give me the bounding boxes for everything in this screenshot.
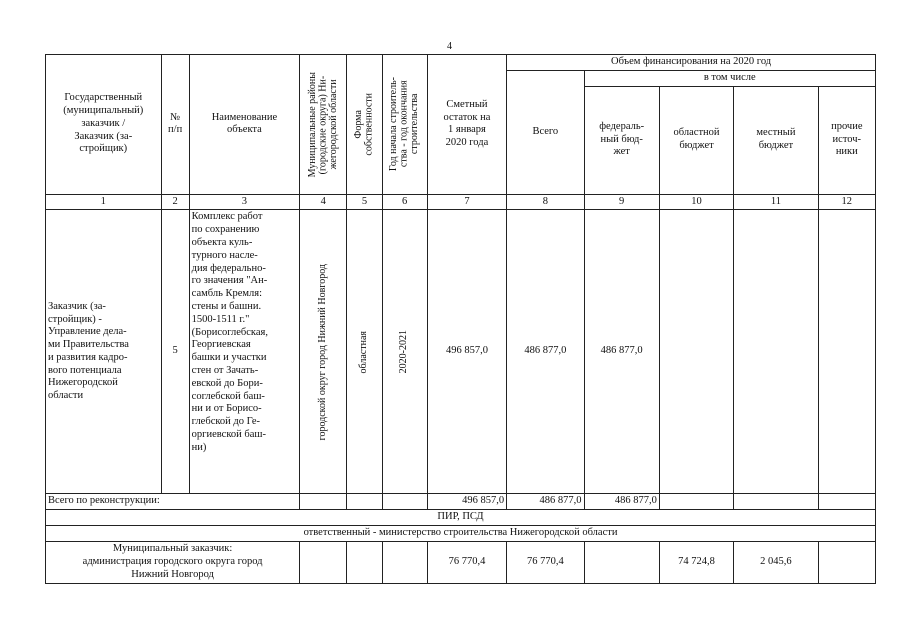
row2-regional: 74 724,8 [659, 541, 733, 583]
table-row [46, 210, 876, 494]
col-number: 2 [161, 194, 189, 210]
header-districts: Муниципальные районы (городские округа) Ни- жегородской области [300, 55, 347, 195]
row2-empty [382, 541, 427, 583]
header-customer: Государственный (муниципальный) заказчик / Заказчик (за- стройщик) [46, 55, 162, 195]
page-number: 4 [447, 41, 452, 52]
row2-empty [300, 541, 347, 583]
header-object-name: Наименование объекта [189, 55, 300, 195]
total-row-empty [347, 494, 382, 510]
header-years: Год начала строитель- ства - год окончания строительства [382, 55, 427, 195]
row1-regional [659, 210, 733, 494]
total-row-label: Всего по реконструкции: [46, 494, 300, 510]
row2-total: 76 770,4 [507, 541, 584, 583]
col-number: 7 [427, 194, 506, 210]
row1-estimated: 496 857,0 [427, 210, 506, 494]
col-number: 10 [659, 194, 733, 210]
row2-empty [347, 541, 382, 583]
financing-table [45, 54, 876, 584]
row1-years: 2020-2021 [382, 210, 427, 494]
header-funding-title: Объем финансирования на 2020 год [507, 55, 876, 71]
total-row-empty [734, 494, 818, 510]
row1-local [734, 210, 818, 494]
col-number: 5 [347, 194, 382, 210]
table-row [46, 541, 876, 583]
col-number: 4 [300, 194, 347, 210]
row1-total: 486 877,0 [507, 210, 584, 494]
row1-federal: 486 877,0 [584, 210, 659, 494]
row1-district: городской округ город Нижний Новгород [300, 210, 347, 494]
header-federal: федераль- ный бюд- жет [584, 86, 659, 194]
row1-customer: Заказчик (за- стройщик) - Управление дела- ми Правительства и развития кадро- вого потенциала Нижегородской области [46, 210, 162, 494]
row1-num: 5 [161, 210, 189, 494]
total-row-empty [659, 494, 733, 510]
col-number: 6 [382, 194, 427, 210]
col-number: 9 [584, 194, 659, 210]
section-responsible: ответственный - министерство строительства Нижегородской области [46, 525, 876, 541]
total-row-empty [300, 494, 347, 510]
total-row-empty [818, 494, 875, 510]
total-row-total: 486 877,0 [507, 494, 584, 510]
total-row [46, 494, 876, 510]
header-ownership: Форма собственности [347, 55, 382, 195]
row1-other [818, 210, 875, 494]
total-row-estimated: 496 857,0 [427, 494, 506, 510]
header-local: местный бюджет [734, 86, 818, 194]
header-total: Всего [507, 70, 584, 194]
header-including: в том числе [584, 70, 876, 86]
col-number: 3 [189, 194, 300, 210]
row2-empty [584, 541, 659, 583]
col-number: 1 [46, 194, 162, 210]
section-pir: ПИР, ПСД [46, 510, 876, 526]
col-number: 12 [818, 194, 875, 210]
header-estimated: Сметный остаток на 1 января 2020 года [427, 55, 506, 195]
row2-empty [818, 541, 875, 583]
total-row-empty [382, 494, 427, 510]
header-num: № п/п [161, 55, 189, 195]
header-regional: областной бюджет [659, 86, 733, 194]
header-other: прочие источ- ники [818, 86, 875, 194]
row2-estimated: 76 770,4 [427, 541, 506, 583]
col-number: 11 [734, 194, 818, 210]
row2-customer: Муниципальный заказчик: администрация городского округа город Нижний Новгород [46, 541, 300, 583]
row2-local: 2 045,6 [734, 541, 818, 583]
row1-object: Комплекс работ по сохранению объекта куль- турного насле- дия федерально- го значения "Ан- самбль Кремля: стены и башни. 1500-1511 г." (Борисоглебская, Георгиевская башки и участки стен от Зачать- евской до Бори- соглебской баш- ни и от Борисо- глебской до Ге- оргиевской баш- ни) [189, 210, 300, 494]
total-row-federal: 486 877,0 [584, 494, 659, 510]
row1-ownership: областная [347, 210, 382, 494]
col-number: 8 [507, 194, 584, 210]
